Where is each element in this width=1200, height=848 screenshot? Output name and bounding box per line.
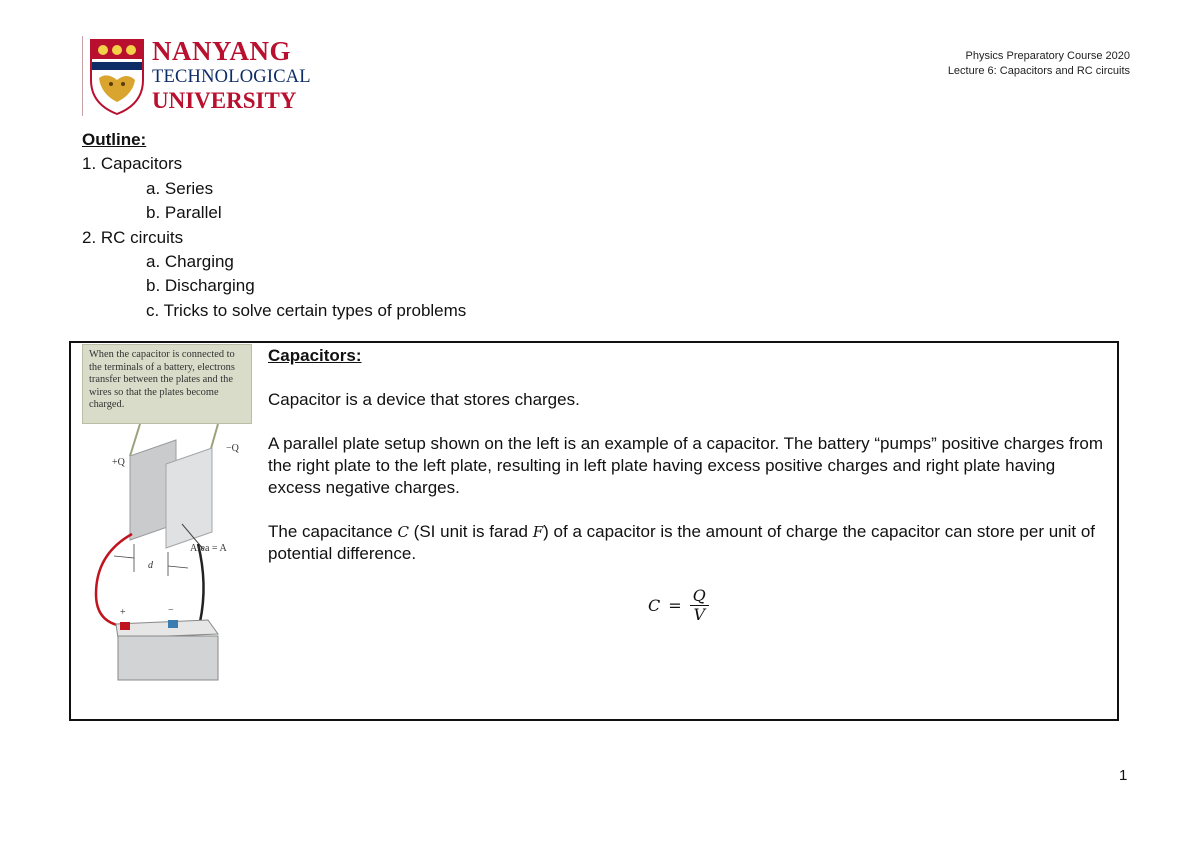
capacitance-var-f: F [532,523,544,541]
outline [82,128,466,323]
course-title: Physics Preparatory Course 2020 [965,50,1130,62]
capacitors-heading: Capacitors: [268,346,362,365]
plus-q-label: +Q [112,457,125,468]
outline-subitem: a. Charging [146,252,234,272]
battery-minus-label: − [168,605,174,616]
outline-item: 2. RC circuits [82,227,184,247]
ntu-logo [84,36,311,116]
capacitor-figure [78,344,258,694]
parallel-plate-paragraph: A parallel plate setup shown on the left is an example of a capacitor. The battery “pumps” positive charges from the right plate to the left plate, resulting in left plate having excess positive charges and right plate having excess negative charges. [268,434,1104,497]
outline-item: 1. Capacitors [82,154,183,174]
equation-lhs: C [648,595,661,615]
logo-line-university: UNIVERSITY [152,87,297,113]
ntu-crest-icon [87,36,147,116]
capacitance-text-part2: (SI unit is farad [408,522,533,541]
logo-line-nanyang: NANYANG [152,36,292,66]
outline-subitem: b. Parallel [146,203,222,223]
equation-equals: = [668,595,682,615]
parallel-plate-capacitor-diagram [78,344,258,694]
outline-subitem: a. Series [146,178,214,198]
equation-numerator: Q [690,587,709,606]
capacitance-equation [648,582,709,628]
capacitance-var-c: C [397,523,409,541]
lecture-title: Lecture 6: Capacitors and RC circuits [947,65,1130,77]
logo-line-technological: TECHNOLOGICAL [152,67,311,87]
battery-plus-label: + [120,607,126,618]
logo-text [152,38,311,112]
distance-label: d [148,560,153,571]
minus-q-label: −Q [226,443,239,454]
outline-subitem: b. Discharging [146,276,255,296]
area-label: Area = A [190,543,227,554]
equation-fraction [690,587,709,624]
page-number: 1 [1119,767,1128,784]
capacitors-text [268,345,1108,565]
capacitance-text-part3: ) of a capacitor is the amount of charge the capacitor can store per unit of potential difference. [268,522,1096,563]
logo-divider [82,36,83,116]
capacitance-paragraph [268,521,1108,565]
document-header [948,49,1130,79]
figure-callout: When the capacitor is connected to the terminals of a battery, electrons transfer between the plates and the wires so that the plates become charged. [82,344,252,424]
outline-heading: Outline: [82,130,147,149]
capacitor-definition: Capacitor is a device that stores charges. [268,390,580,409]
equation-denominator: V [693,604,705,624]
capacitance-text-part1: The capacitance [268,522,398,541]
outline-subitem: c. Tricks to solve certain types of problems [146,300,467,320]
